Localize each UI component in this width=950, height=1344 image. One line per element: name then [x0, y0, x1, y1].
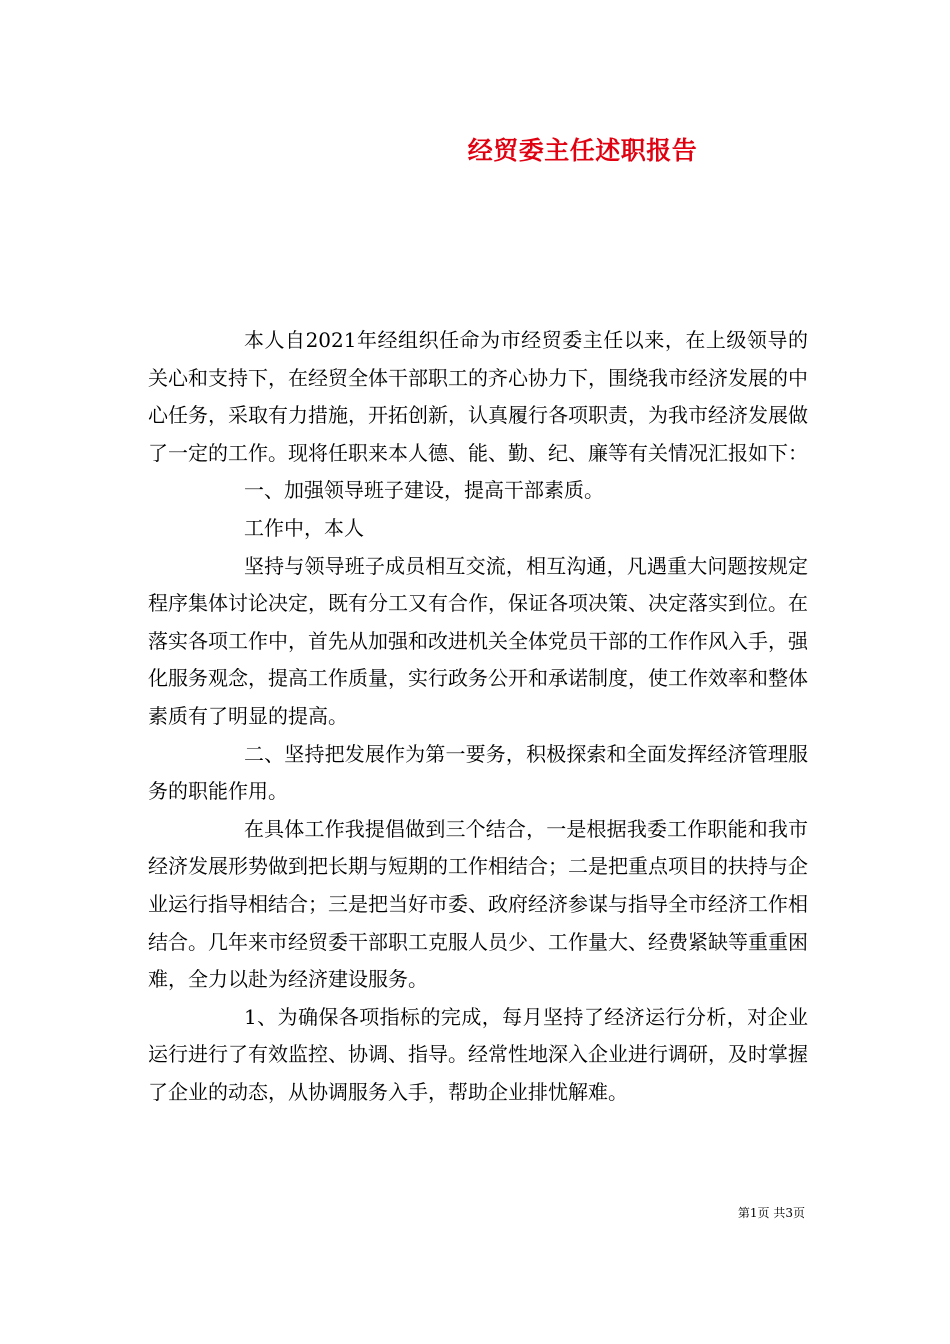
paragraph-work-intro: 工作中，本人 [244, 515, 364, 540]
page-number: 第1页 共3页 [737, 1206, 805, 1220]
document-body [148, 322, 808, 1111]
section-heading-2: 二、坚持把发展作为第一要务，积极探索和全面发挥经济管理服务的职能作用。 [148, 741, 808, 804]
paragraph-item-1: 1、为确保各项指标的完成，每月坚持了经济运行分析，对企业运行进行了有效监控、协调、指导。经常性地深入企业进行调研，及时掌握了企业的动态，从协调服务入手，帮助企业排忧解难。 [148, 1004, 808, 1104]
paragraph-three-combinations: 在具体工作我提倡做到三个结合，一是根据我委工作职能和我市经济发展形势做到把长期与短期的工作相结合；二是把重点项目的扶持与企业运行指导相结合；三是把当好市委、政府经济参谋与指导全市经济工作相结合。几年来市经贸委干部职工克服人员少、工作量大、经费紧缺等重重困难，全力以赴为经济建设服务。 [148, 816, 808, 992]
paragraph-intro: 本人自2021年经组织任命为市经贸委主任以来，在上级领导的关心和支持下，在经贸全体干部职工的齐心协力下，围绕我市经济发展的中心任务，采取有力措施，开拓创新，认真履行各项职责，为我市经济发展做了一定的工作。现将任职来本人德、能、勤、纪、廉等有关情况汇报如下： [148, 328, 808, 465]
paragraph-leadership: 坚持与领导班子成员相互交流，相互沟通，凡遇重大问题按规定程序集体讨论决定，既有分工又有合作，保证各项决策、决定落实到位。在落实各项工作中，首先从加强和改进机关全体党员干部的工作作风入手，强化服务观念，提高工作质量，实行政务公开和承诺制度，使工作效率和整体素质有了明显的提高。 [148, 553, 808, 728]
document-title: 经贸委主任述职报告 [467, 136, 698, 165]
section-heading-1: 一、加强领导班子建设，提高干部素质。 [244, 478, 604, 503]
